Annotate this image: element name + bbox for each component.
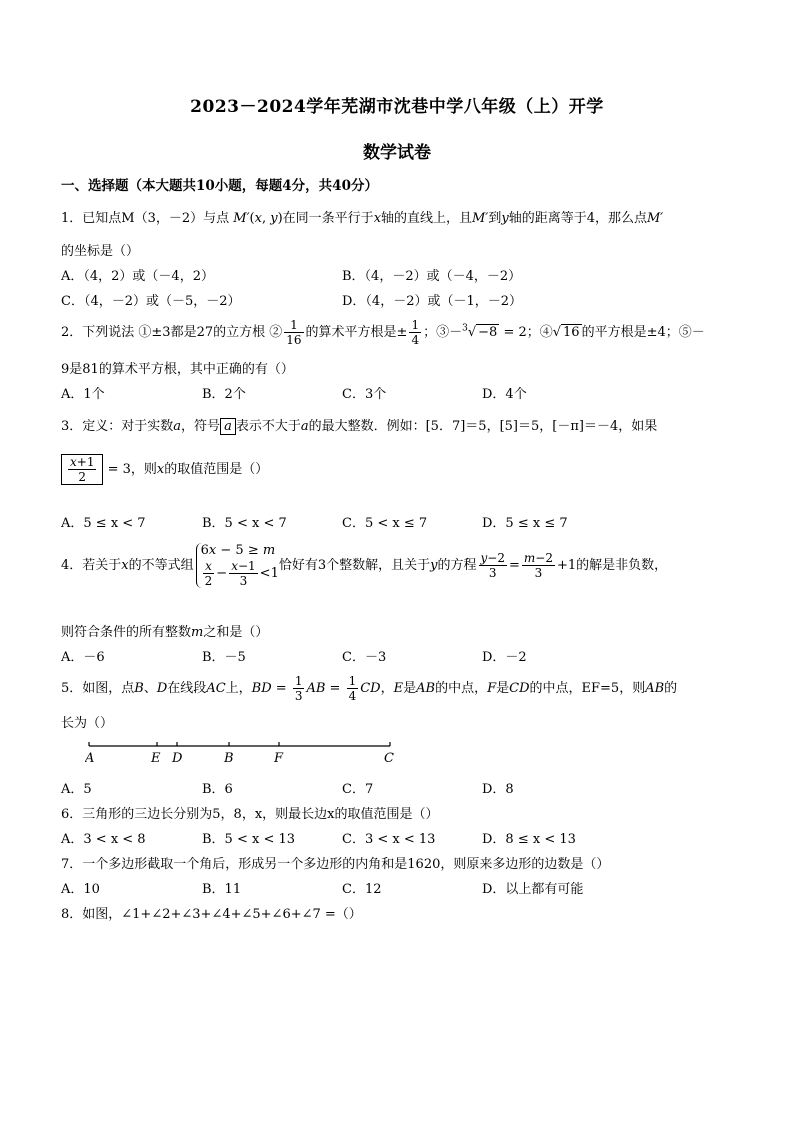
q5-options xyxy=(61,778,761,796)
q5-stem-line2: 长为（） xyxy=(61,716,114,731)
label-c: C xyxy=(384,751,394,766)
label-f: F xyxy=(274,751,284,766)
q5-stem: 5．如图，点B、D在线段AC上，BD = $\frac{1}{3}$ AB = $\frac{1}{4}$ CD，E是AB的中点，F是CD的中点，EF=5，则AB的 xyxy=(61,674,678,703)
q6-option-b[interactable]: B．5 < x < 13 xyxy=(202,832,296,847)
exam-subtitle: 数学试卷 xyxy=(363,143,431,163)
label-d: D xyxy=(172,751,183,766)
q7-option-d[interactable]: D．以上都有可能 xyxy=(482,882,584,897)
q3-options xyxy=(61,512,761,530)
exam-title: 2023－2024学年芜湖市沈巷中学八年级（上）开学 xyxy=(190,97,604,117)
q7-stem: 7．一个多边形截取一个角后，形成另一个多边形的内角和是1620，则原来多边形的边数是（） xyxy=(61,857,610,872)
q6-option-d[interactable]: D．8 ≤ x < 13 xyxy=(482,832,576,847)
q5-option-d[interactable]: D．8 xyxy=(482,782,514,797)
label-b: B xyxy=(224,751,234,766)
q4-stem: 4．若关于x的不等式组 6x − 5 ≥ m $\frac{x}{2}$ − $\frac{x-1}{3}$ <1 恰好有3个整数解，且关于y的方程 $\frac{y-2}{3}$ = $\frac{m-2}{3}$ +1的解是非负数， xyxy=(61,543,668,588)
q1-stem-line2: 的坐标是（） xyxy=(61,244,140,259)
q7-option-b[interactable]: B．11 xyxy=(202,882,242,897)
q1-stem: 1．已知点M（3，－2）与点 M′(x, y)在同一条平行于x轴的直线上，且M′到y轴的距离等于4，那么点M′ xyxy=(61,211,664,226)
q4-stem-line2: 则符合条件的所有整数m之和是（） xyxy=(61,625,269,640)
q1-option-c[interactable]: C．（4，－2）或（－5，－2） xyxy=(61,294,241,309)
q3-option-a[interactable]: A．5 ≤ x < 7 xyxy=(61,516,146,531)
q7-option-a[interactable]: A．10 xyxy=(61,882,100,897)
q8-stem: 8．如图，∠1+∠2+∠3+∠4+∠5+∠6+∠7 =（） xyxy=(61,907,362,922)
q2-option-b[interactable]: B．2个 xyxy=(202,387,246,402)
q3-stem: 3．定义：对于实数a，符号 a 表示不大于a的最大整数．例如：[5．7]＝5，[5]＝5，[－π]＝－4，如果 xyxy=(61,419,658,434)
q7-options xyxy=(61,878,761,896)
q5-option-b[interactable]: B．6 xyxy=(202,782,233,797)
q6-option-c[interactable]: C．3 < x < 13 xyxy=(342,832,436,847)
section-heading: 一、选择题（本大题共10小题，每题4分，共40分） xyxy=(61,178,378,194)
q1-option-d[interactable]: D．（4，－2）或（－1，－2） xyxy=(342,294,523,309)
q4-option-d[interactable]: D．－2 xyxy=(482,650,527,665)
q2-stem-line2: 9是81的算术平方根，其中正确的有（） xyxy=(61,362,294,377)
q2-stem: 2．下列说法 ①±3都是27的立方根 ② $\frac{1}{16}$ 的算术平方根是± $\frac{1}{4}$ ；③－$^3$√ −8 = 2；④√ 16 的平方根是±4；⑤－ xyxy=(61,318,705,347)
q2-option-a[interactable]: A．1个 xyxy=(61,387,105,402)
q6-option-a[interactable]: A．3 < x < 8 xyxy=(61,832,146,847)
q4-option-c[interactable]: C．－3 xyxy=(342,650,387,665)
q3-option-b[interactable]: B．5 < x < 7 xyxy=(202,516,287,531)
q1-options-row1 xyxy=(61,265,761,283)
q5-option-c[interactable]: C．7 xyxy=(342,782,374,797)
q4-option-b[interactable]: B．－5 xyxy=(202,650,246,665)
q1-options-row2 xyxy=(61,290,761,308)
q6-options xyxy=(61,828,761,846)
q2-option-d[interactable]: D．4个 xyxy=(482,387,527,402)
q4-option-a[interactable]: A．－6 xyxy=(61,650,105,665)
q7-option-c[interactable]: C．12 xyxy=(342,882,382,897)
q2-options xyxy=(61,383,761,401)
label-a: A xyxy=(85,751,95,766)
q1-option-a[interactable]: A．（4，2）或（－4，2） xyxy=(61,269,214,284)
q3-stem-line2: $\frac{x+1}{2}$ = 3，则x的取值范围是（） xyxy=(61,454,268,485)
q3-option-c[interactable]: C．5 < x ≤ 7 xyxy=(342,516,428,531)
q1-option-b[interactable]: B．（4，－2）或（－4，－2） xyxy=(342,269,522,284)
label-e: E xyxy=(151,751,161,766)
q5-option-a[interactable]: A．5 xyxy=(61,782,92,797)
q6-stem: 6．三角形的三边长分别为5，8，x，则最长边x的取值范围是（） xyxy=(61,807,439,822)
q2-option-c[interactable]: C．3个 xyxy=(342,387,387,402)
q5-segment-figure xyxy=(85,738,405,768)
q3-option-d[interactable]: D．5 ≤ x ≤ 7 xyxy=(482,516,568,531)
q4-options xyxy=(61,646,761,664)
